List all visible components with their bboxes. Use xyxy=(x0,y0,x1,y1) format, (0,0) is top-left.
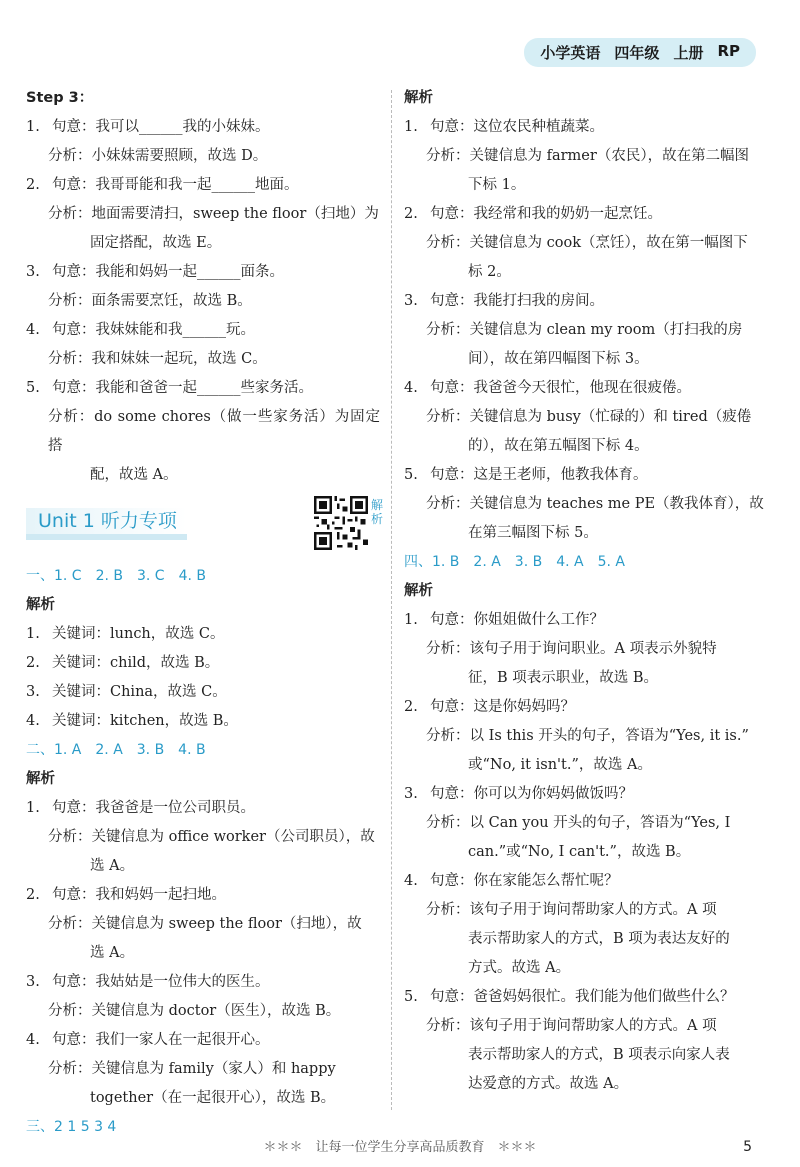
item-analysis: 分析：关键信息为 office worker（公司职员），故 xyxy=(48,829,375,845)
item-analysis-cont2: 达爱意的方式。故选 A。 xyxy=(468,1076,629,1092)
item-number: 2. xyxy=(26,177,40,193)
item-text: 关键词：child，故选 B。 xyxy=(52,655,220,671)
item-analysis: 分析：关键信息为 cook（烹饪），故在第一幅图下 xyxy=(426,235,748,251)
step3-item-1 xyxy=(26,113,380,171)
item-analysis: 分析：以 Is this 开头的句子，答语为“Yes, it is.” xyxy=(426,728,749,744)
step3-item-2 xyxy=(26,171,380,258)
item-analysis-cont: 征，B 项表示职业，故选 B。 xyxy=(468,670,659,686)
qr-code-icon[interactable] xyxy=(314,496,368,550)
section3-item-1 xyxy=(404,113,776,200)
item-analysis-cont: 在第三幅图下标 5。 xyxy=(468,525,598,541)
item-analysis-cont: 选 A。 xyxy=(90,858,135,874)
item-analysis-cont: 的），故在第五幅图下标 4。 xyxy=(468,438,649,454)
item-analysis-cont: together（在一起很开心），故选 B。 xyxy=(90,1090,336,1106)
section2-item-3 xyxy=(26,968,380,1026)
section4-item-2 xyxy=(404,693,776,780)
item-number: 4. xyxy=(26,322,40,338)
item-number: 3. xyxy=(26,264,40,280)
item-question: 句意：我能和妈妈一起______面条。 xyxy=(52,264,284,280)
unit-title: Unit 1 听力专项 xyxy=(26,508,187,540)
section3-item-5 xyxy=(404,461,776,548)
item-number: 2. xyxy=(26,887,40,903)
item-question: 句意：我爸爸今天很忙，他现在很疲倦。 xyxy=(430,380,691,396)
item-number: 1. xyxy=(404,119,418,135)
item-analysis: 分析：该句子用于询问职业。A 项表示外貌特 xyxy=(426,641,717,657)
section2-item-1 xyxy=(26,794,380,881)
item-question: 句意：我爸爸是一位公司职员。 xyxy=(52,800,255,816)
section3-item-3 xyxy=(404,287,776,374)
item-question: 句意：我可以______我的小妹妹。 xyxy=(52,119,270,135)
section2-item-2 xyxy=(26,881,380,968)
item-analysis: 分析：关键信息为 teaches me PE（教我体育），故 xyxy=(426,496,764,512)
item-number: 4. xyxy=(26,1032,40,1048)
section4-analysis-heading: 解析 xyxy=(404,583,433,599)
section3-analysis-heading: 解析 xyxy=(404,90,433,106)
item-analysis: 分析：关键信息为 busy（忙碌的）和 tired（疲倦 xyxy=(426,409,752,425)
item-question: 句意：这是你妈妈吗？ xyxy=(430,699,575,715)
item-number: 5. xyxy=(26,380,40,396)
section1-item xyxy=(26,707,380,736)
footer-slogan: ＊＊＊ 让每一位学生分享高品质教育 ＊＊＊ xyxy=(263,1140,537,1155)
item-analysis-cont: 表示帮助家人的方式，B 项表示向家人表 xyxy=(468,1047,730,1063)
item-analysis-cont: 选 A。 xyxy=(90,945,135,961)
item-number: 5. xyxy=(404,467,418,483)
step3-item-5 xyxy=(26,374,380,490)
column-divider xyxy=(391,90,392,1110)
item-analysis: 分析：面条需要烹饪，故选 B。 xyxy=(48,293,252,309)
section4-item-1 xyxy=(404,606,776,693)
item-question: 句意：我经常和我的奶奶一起烹饪。 xyxy=(430,206,662,222)
item-question: 句意：你在家能怎么帮忙呢？ xyxy=(430,873,619,889)
step3-item-4 xyxy=(26,316,380,374)
item-number: 1. xyxy=(404,612,418,628)
section4-answers: 四、1. B 2. A 3. B 4. A 5. A xyxy=(404,554,625,570)
header-edition: RP xyxy=(717,42,740,60)
item-analysis-cont: 下标 1。 xyxy=(468,177,526,193)
item-analysis: 分析：该句子用于询问帮助家人的方式。A 项 xyxy=(426,1018,717,1034)
item-number: 1. xyxy=(26,626,40,642)
item-analysis: 分析：关键信息为 clean my room（打扫我的房 xyxy=(426,322,743,338)
item-question: 句意：我能打扫我的房间。 xyxy=(430,293,604,309)
section3-item-2 xyxy=(404,200,776,287)
item-number: 1. xyxy=(26,119,40,135)
section1-answers: 一、1. C 2. B 3. C 4. B xyxy=(26,568,206,584)
section4-item-3 xyxy=(404,780,776,867)
item-analysis-cont: 间），故在第四幅图下标 3。 xyxy=(468,351,649,367)
item-analysis-cont: 表示帮助家人的方式，B 项为表达友好的 xyxy=(468,931,730,947)
item-analysis-cont: 配，故选 A。 xyxy=(90,467,178,483)
item-question: 句意：爸爸妈妈很忙。我们能为他们做些什么？ xyxy=(430,989,735,1005)
item-number: 2. xyxy=(26,655,40,671)
section1-item xyxy=(26,649,380,678)
section3-answers: 三、2 1 5 3 4 xyxy=(26,1119,117,1135)
item-analysis: 分析：小妹妹需要照顾，故选 D。 xyxy=(48,148,268,164)
item-analysis: 分析：该句子用于询问帮助家人的方式。A 项 xyxy=(426,902,717,918)
section4-item-4 xyxy=(404,867,776,983)
section2-item-4 xyxy=(26,1026,380,1113)
section1-item xyxy=(26,678,380,707)
header-grade: 四年级 xyxy=(614,44,660,62)
item-question: 句意：我们一家人在一起很开心。 xyxy=(52,1032,270,1048)
item-number: 5. xyxy=(404,989,418,1005)
section4-item-5 xyxy=(404,983,776,1099)
item-text: 关键词：China，故选 C。 xyxy=(52,684,227,700)
item-number: 4. xyxy=(26,713,40,729)
section2-analysis-heading: 解析 xyxy=(26,771,55,787)
item-analysis: 分析：关键信息为 sweep the floor（扫地），故 xyxy=(48,916,362,932)
item-number: 2. xyxy=(404,699,418,715)
section3-item-4 xyxy=(404,374,776,461)
item-analysis-cont: 标 2。 xyxy=(468,264,511,280)
item-analysis: 分析：地面需要清扫，sweep the floor（扫地）为 xyxy=(48,206,379,222)
section1-analysis-heading: 解析 xyxy=(26,597,55,613)
item-analysis: 分析：我和妹妹一起玩，故选 C。 xyxy=(48,351,267,367)
item-question: 句意：我哥哥能和我一起______地面。 xyxy=(52,177,299,193)
page-number: 5 xyxy=(743,1139,752,1155)
item-question: 句意：我能和爸爸一起______些家务活。 xyxy=(52,380,313,396)
item-number: 2. xyxy=(404,206,418,222)
header-subject: 小学英语 xyxy=(540,44,601,62)
item-analysis: 分析：关键信息为 doctor（医生），故选 B。 xyxy=(48,1003,341,1019)
header-term: 上册 xyxy=(673,44,704,62)
item-question: 句意：你可以为你妈妈做饭吗？ xyxy=(430,786,633,802)
item-question: 句意：你姐姐做什么工作？ xyxy=(430,612,604,628)
step3-item-3 xyxy=(26,258,380,316)
item-question: 句意：这位农民种植蔬菜。 xyxy=(430,119,604,135)
item-analysis-cont: 固定搭配，故选 E。 xyxy=(90,235,222,251)
item-number: 3. xyxy=(404,293,418,309)
item-analysis: 分析：关键信息为 family（家人）和 happy xyxy=(48,1061,336,1077)
left-column xyxy=(26,84,384,1142)
item-analysis: 分析：关键信息为 farmer（农民），故在第二幅图 xyxy=(426,148,750,164)
item-number: 4. xyxy=(404,873,418,889)
item-question: 句意：我妹妹能和我______玩。 xyxy=(52,322,255,338)
qr-label: 解析 xyxy=(371,498,384,526)
item-question: 句意：这是王老师，他教我体育。 xyxy=(430,467,648,483)
item-number: 4. xyxy=(404,380,418,396)
item-number: 1. xyxy=(26,800,40,816)
item-text: 关键词：lunch，故选 C。 xyxy=(52,626,225,642)
item-number: 3. xyxy=(26,684,40,700)
item-analysis: 分析：do some chores（做一些家务活）为固定搭 xyxy=(48,409,380,454)
item-question: 句意：我和妈妈一起扫地。 xyxy=(52,887,226,903)
item-question: 句意：我姑姑是一位伟大的医生。 xyxy=(52,974,270,990)
item-analysis: 分析：以 Can you 开头的句子，答语为“Yes, I xyxy=(426,815,731,831)
right-column xyxy=(404,84,776,1099)
item-analysis-cont: can.”或“No, I can't.”，故选 B。 xyxy=(468,844,691,860)
section2-answers: 二、1. A 2. A 3. B 4. B xyxy=(26,742,206,758)
header-badge xyxy=(524,38,756,67)
section1-item xyxy=(26,620,380,649)
step3-heading: Step 3： xyxy=(26,90,94,106)
unit-banner xyxy=(26,496,384,558)
item-analysis-cont: 或“No, it isn't.”，故选 A。 xyxy=(468,757,652,773)
item-number: 3. xyxy=(404,786,418,802)
item-analysis-cont2: 方式。故选 A。 xyxy=(468,960,571,976)
item-text: 关键词：kitchen，故选 B。 xyxy=(52,713,238,729)
item-number: 3. xyxy=(26,974,40,990)
